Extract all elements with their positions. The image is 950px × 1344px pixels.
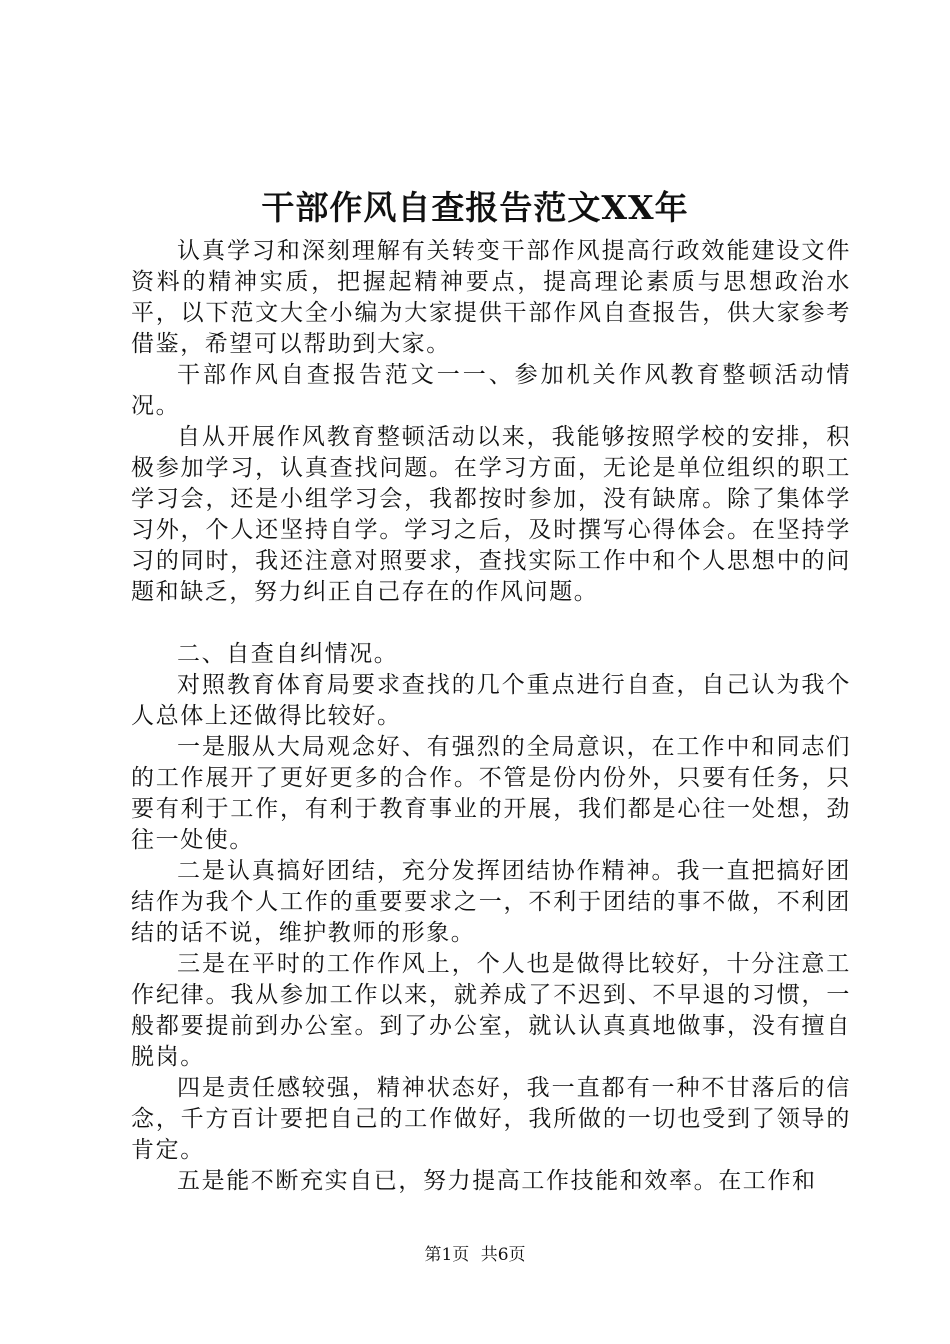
page-number: 第1页 [424,1245,470,1265]
paragraph: 一是服从大局观念好、有强烈的全局意识，在工作中和同志们的工作展开了更好更多的合作。不管是份内份外，只要有任务，只要有利于工作，有利于教育事业的开展，我们都是心往一处想，劲往一处使。 [131,734,851,853]
paragraph: 五是能不断充实自已，努力提高工作技能和效率。在工作和 [177,1168,817,1194]
page-footer [0,1244,950,1266]
document-body [131,236,851,1197]
paragraph: 干部作风自查报告范文一一、参加机关作风教育整顿活动情况。 [131,362,851,419]
document-title: 干部作风自查报告范文XX年 [261,188,689,227]
paragraph: 四是责任感较强，精神状态好，我一直都有一种不甘落后的信念，千方百计要把自己的工作做好，我所做的一切也受到了领导的肯定。 [131,1075,851,1163]
paragraph: 对照教育体育局要求查找的几个重点进行自查，自己认为我个人总体上还做得比较好。 [131,672,851,729]
paragraph: 认真学习和深刻理解有关转变干部作风提高行政效能建设文件资料的精神实质，把握起精神要点，提高理论素质与思想政治水平，以下范文大全小编为大家提供干部作风自查报告，供大家参考借鉴，希望可以帮助到大家。 [131,238,851,357]
paragraph: 自从开展作风教育整顿活动以来，我能够按照学校的安排，积极参加学习，认真查找问题。在学习方面，无论是单位组织的职工学习会，还是小组学习会，我都按时参加，没有缺席。除了集体学习外，个人还坚持自学。学习之后，及时撰写心得体会。在坚持学习的同时，我还注意对照要求，查找实际工作中和个人思想中的问题和缺乏，努力纠正自己存在的作风问题。 [131,424,851,605]
paragraph: 三是在平时的工作作风上，个人也是做得比较好，十分注意工作纪律。我从参加工作以来，就养成了不迟到、不早退的习惯，一般都要提前到办公室。到了办公室，就认认真真地做事，没有擅自脱岗。 [131,951,851,1070]
section-heading: 二、自查自纠情况。 [177,641,399,667]
page-total: 共6页 [480,1245,526,1265]
paragraph: 二是认真搞好团结，充分发挥团结协作精神。我一直把搞好团结作为我个人工作的重要要求之一，不利于团结的事不做，不利团结的话不说，维护教师的形象。 [131,858,851,946]
